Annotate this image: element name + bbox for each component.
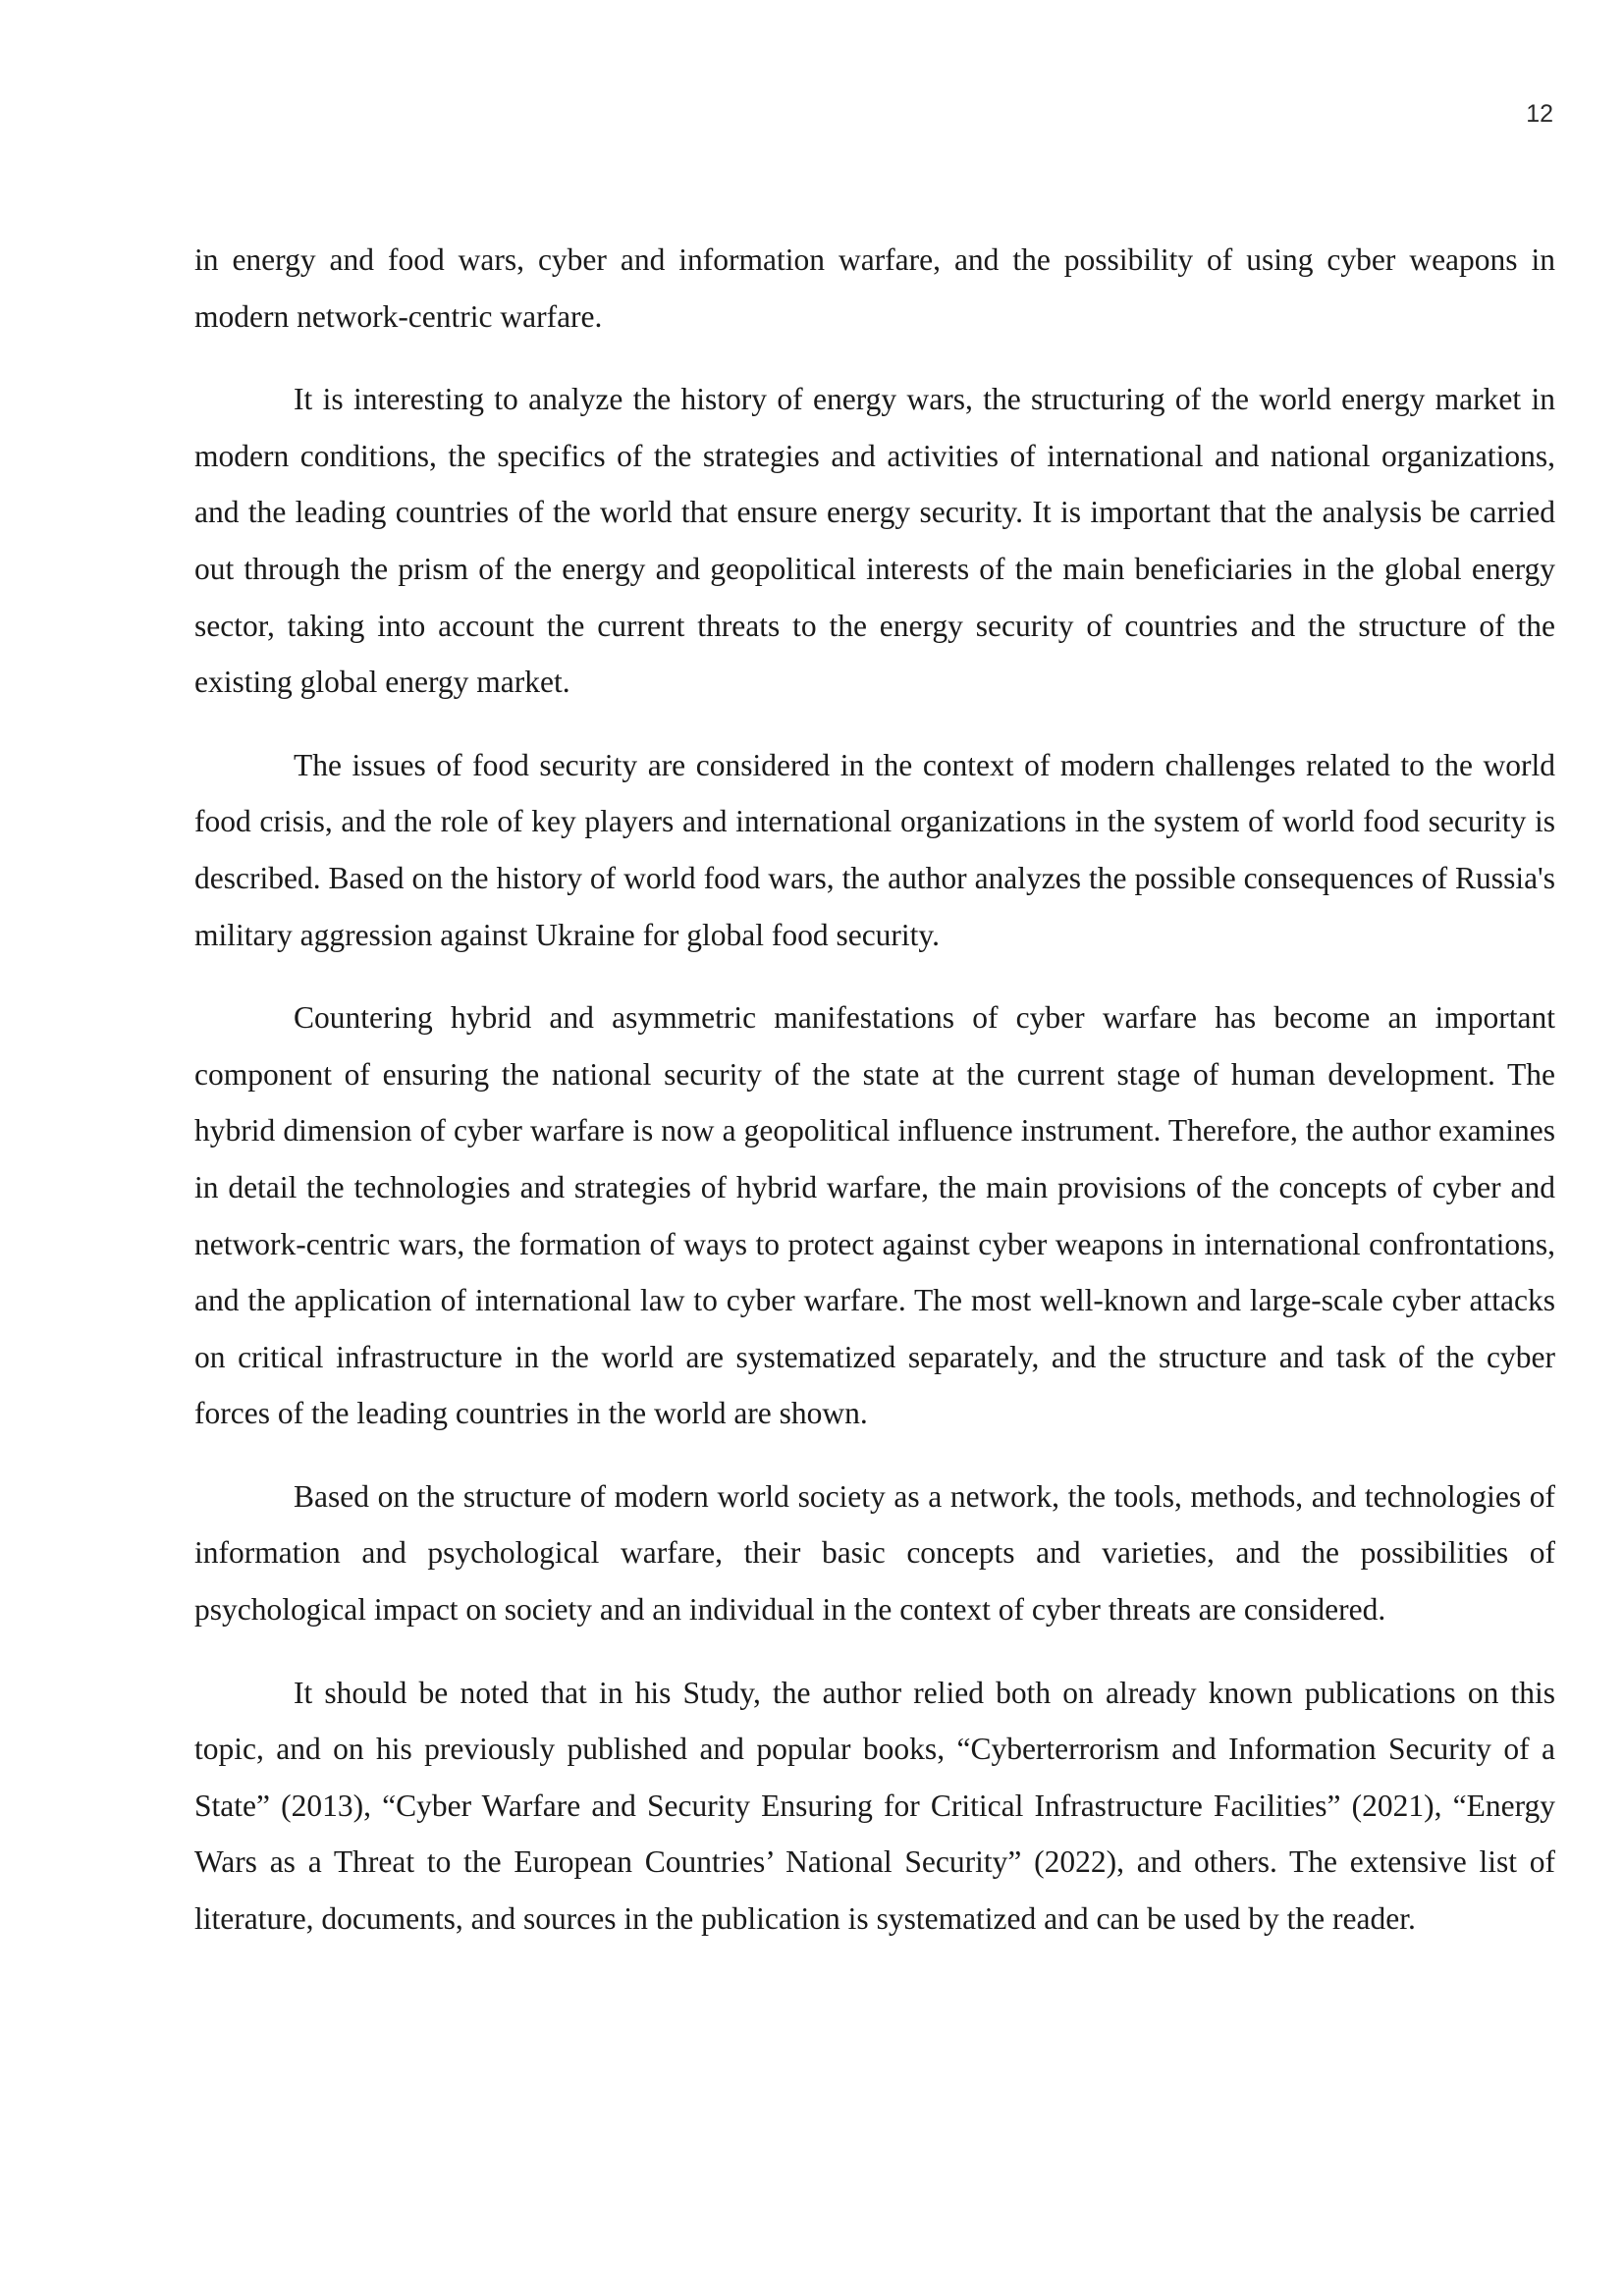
paragraph-cyber-warfare: Countering hybrid and asymmetric manifestations of cyber warfare has become an important component of ensuring the national security of the state at the current stage of human development. The hybrid dimension of cyber warfare is now a geopolitical influence instrument. Therefore, the author examines in detail the technologies and strategies of hybrid warfare, the main provisions of the concepts of cyber and network-centric wars, the formation of ways to protect against cyber weapons in international confrontations, and the application of international law to cyber warfare. The most well-known and large-scale cyber attacks on critical infrastructure in the world are systematized separately, and the structure and task of the cyber forces of the leading countries in the world are shown. bbox=[194, 1000, 1555, 1431]
paragraph-information-warfare: Based on the structure of modern world society as a network, the tools, methods, and technologies of information and psychological warfare, their basic concepts and varieties, and the possibilities of psychological impact on society and an individual in the context of cyber threats are considered. bbox=[194, 1478, 1555, 1628]
document-body bbox=[194, 232, 1555, 1974]
paragraph-food-security: The issues of food security are considered in the context of modern challenges related to the world food crisis, and the role of key players and international organizations in the system of world food security is described. Based on the history of world food wars, the author analyzes the possible consequences of Russia's military aggression against Ukraine for global food security. bbox=[194, 747, 1555, 952]
page-number: 12 bbox=[1526, 100, 1553, 128]
paragraph-sources: It should be noted that in his Study, the author relied both on already known publications on this topic, and on his previously published and popular books, “Cyberterrorism and Information Security of a State” (2013), “Cyber Warfare and Security Ensuring for Critical Infrastructure Facilities” (2021), “Energy Wars as a Threat to the European Countries’ National Security” (2022), and others. The extensive list of literature, documents, and sources in the publication is systematized and can be used by the reader. bbox=[194, 1675, 1555, 1937]
paragraph-continuation: in energy and food wars, cyber and information warfare, and the possibility of using cyber weapons in modern network-centric warfare. bbox=[194, 242, 1555, 334]
paragraph-energy-wars: It is interesting to analyze the history of energy wars, the structuring of the world energy market in modern conditions, the specifics of the strategies and activities of international and national organizations, and the leading countries of the world that ensure energy security. It is important that the analysis be carried out through the prism of the energy and geopolitical interests of the main beneficiaries in the global energy sector, taking into account the current threats to the energy security of countries and the structure of the existing global energy market. bbox=[194, 382, 1555, 700]
